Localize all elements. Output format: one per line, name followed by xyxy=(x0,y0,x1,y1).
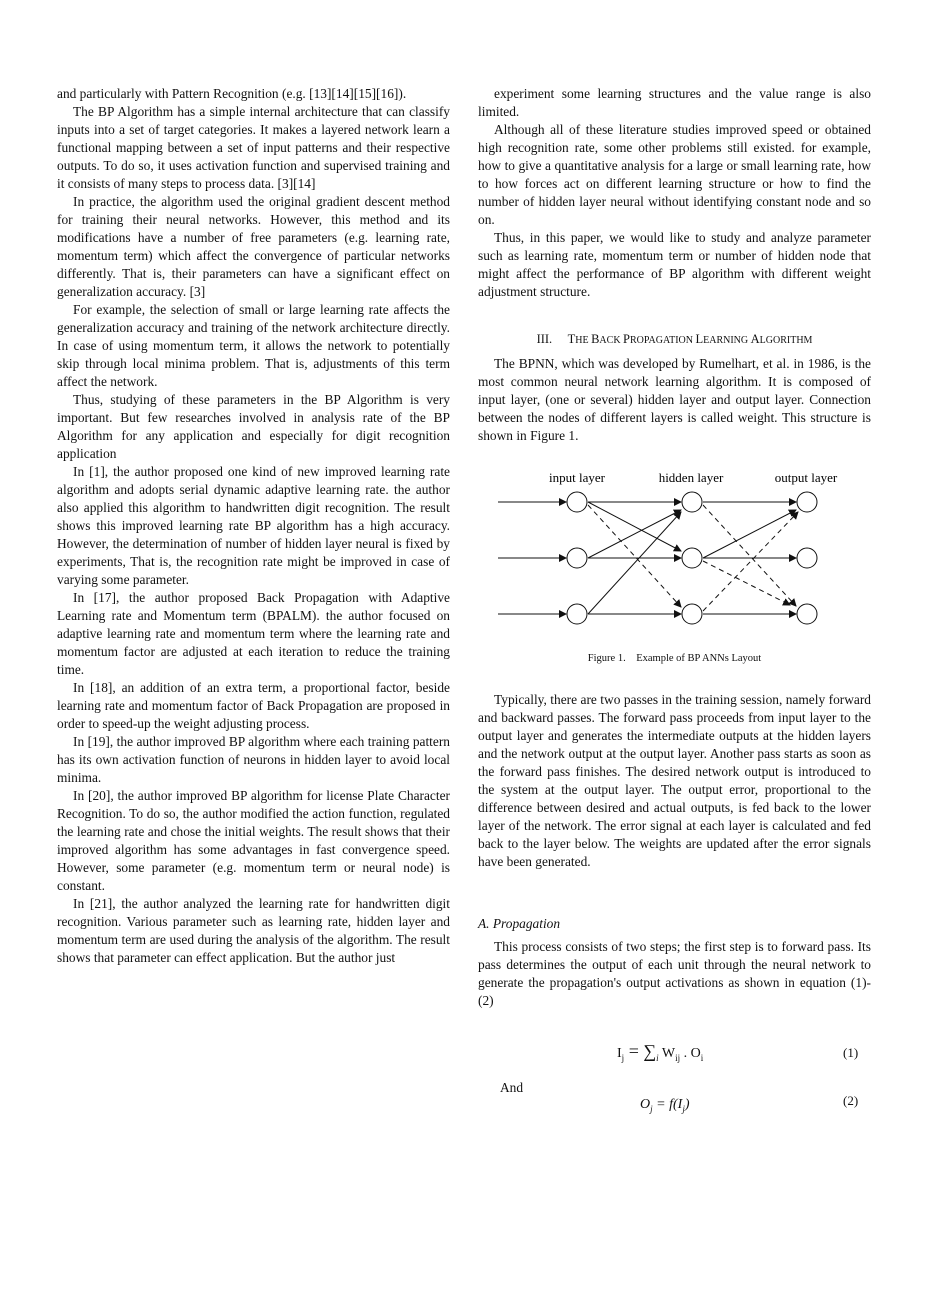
passes-paragraph xyxy=(478,691,871,871)
paragraph: In [17], the author proposed Back Propagation with Adaptive Learning rate and Momentum term (BPALM). the author focused on adaptive learning rate and momentum term where the learning rate and momentum factor are adjusted at each iteration to reduce the training time. xyxy=(57,590,450,677)
propagation-paragraph xyxy=(478,938,871,1010)
eq-term: I xyxy=(617,1046,622,1061)
paragraph: Typically, there are two passes in the training session, namely forward and backward passes. The forward pass proceeds from input layer to the output layer and generates the intermediate outputs at the hidden layers and the network output at the output layer. Another pass starts as soon as the forward pass finishes. The desired network output is introduced to the system at the output layer. The output error, proportional to the difference between desired and actual outputs, is fed back to the lower layer of the network. The error signal at each layer is calculated and fed back to the layer below. The weights are updated after the error signals have been generated. xyxy=(478,692,871,869)
paragraph: In [18], an addition of an extra term, a proportional factor, beside learning rate and momentum factor of Back Propagation are proposed in order to speed-up the weight adjusting process. xyxy=(57,680,450,731)
paragraph: In [21], the author analyzed the learning rate for handwritten digit recognition. Various parameter such as learning rate, hidden layer and momentum term are used during the analysis of the algorithm. The result shows that parameter can effect application. But the author just xyxy=(57,896,450,965)
h: HE xyxy=(575,335,592,346)
output-node xyxy=(797,548,817,568)
bp-network-figure xyxy=(478,460,878,640)
paragraph: In [20], the author improved BP algorithm for license Plate Character Recognition. To do so, the author modified the action function, regulated the learning rate and chose the initial weights. The result shows that their improved algorithm has some advantages in fast convergence speed. However, some parameter (e.g. momentum term or neural node) is constant. xyxy=(57,788,450,893)
equation-1-number: (1) xyxy=(843,1045,859,1060)
eq-term: = ∑ xyxy=(624,1041,657,1061)
hidden-node xyxy=(682,604,702,624)
equation-1 xyxy=(617,1041,703,1063)
eq-sub: j xyxy=(621,1052,625,1063)
h: A xyxy=(750,332,760,346)
paragraph: The BPNN, which was developed by Rumelhart, et al. in 1986, is the most common neural network learning algorithm. It is composed of input layer, (one or several) hidden layer and output layer. Connection between the nodes of different layers is called weight. This structure is shown in Figure 1. xyxy=(478,356,871,443)
section-paragraph xyxy=(478,355,871,445)
paragraph: In [1], the author proposed one kind of new improved learning rate algorithm and adopts serial dynamic adaptive learning rate. the author also applied this algorithm to handwritten digit recognition. The result shows this improved learning rate BP algorithm has a high accuracy. However, the determination of number of hidden layer neural is fixed by experiments, That is, the recognition rate might be improved in case of varying some parameter. xyxy=(57,464,450,587)
input-node xyxy=(567,492,587,512)
h: L xyxy=(695,332,704,346)
caption-text: Example of BP ANNs Layout xyxy=(636,653,762,664)
paragraph: In [19], the author improved BP algorithm where each training pattern has its own activation function of neurons in hidden layer to avoid local minima. xyxy=(57,734,450,785)
input-layer-label: input layer xyxy=(549,470,605,485)
right-column-intro xyxy=(478,85,871,301)
paragraph: Although all of these literature studies improved speed or obtained high recognition rate, some other problems still existed. for example, how to give a quantitative analysis for a large or small learning rate, how to how forces act on different learning structure or how to find the number of hidden layer neural without identifying constant node and so on. xyxy=(478,122,871,227)
eq-sub: i xyxy=(656,1052,659,1063)
paragraph: This process consists of two steps; the first step is to forward pass. Its pass determines the output of each unit through the neural network to generate the propagation's output activations as shown in equation (1)-(2) xyxy=(478,939,871,1008)
paragraph: In practice, the algorithm used the original gradient descent method for training their neural networks. However, this method and its modifications have a number of free parameters (e.g. learning rate, momentum term) which affect the convergence of particular networks differently. That is, their parameters can have a significant effect on generalization accuracy. [3] xyxy=(57,194,450,299)
left-column xyxy=(57,85,450,967)
paragraph: and particularly with Pattern Recognition (e.g. [13][14][15][16]). xyxy=(57,86,407,101)
output-node xyxy=(797,604,817,624)
section-heading xyxy=(478,332,871,347)
equation-2 xyxy=(640,1097,690,1114)
hidden-layer-label: hidden layer xyxy=(658,470,724,485)
eq-sub: ij xyxy=(675,1052,681,1063)
eq-term: = f(I xyxy=(652,1097,683,1112)
equation-2-number: (2) xyxy=(843,1093,859,1108)
and-label: And xyxy=(500,1080,524,1095)
paragraph: For example, the selection of small or large learning rate affects the generalization accuracy and training of the network architecture directly. In case of using momentum term, it allows the network to potentially skip through local minima problem. That is, adjustments of this term affect the network. xyxy=(57,302,450,389)
eq-sub: j xyxy=(682,1103,685,1114)
h: LGORITHM xyxy=(759,335,813,346)
eq-term: O xyxy=(640,1097,651,1112)
input-node xyxy=(567,548,587,568)
h: ROPAGATION xyxy=(630,335,696,346)
paragraph: experiment some learning structures and the value range is also limited. xyxy=(478,86,871,119)
h: P xyxy=(623,332,630,346)
h: ACK xyxy=(599,335,624,346)
paragraph: Thus, studying of these parameters in the BP Algorithm is very important. But few researches involved in analysis rate of the BP Algorithm for any application and especially for digit recognition application xyxy=(57,392,450,461)
output-layer-label: output layer xyxy=(774,470,838,485)
output-node xyxy=(797,492,817,512)
h: T xyxy=(567,332,576,346)
input-node xyxy=(567,604,587,624)
eq-term: . O xyxy=(680,1046,701,1061)
h: B xyxy=(591,332,600,346)
eq-term: W xyxy=(658,1046,676,1061)
paragraph: The BP Algorithm has a simple internal architecture that can classify inputs into a set of target categories. It makes a layered network learn a functional mapping between a set of input patterns and their respective outputs. To do so, it uses activation function and supervised training and it consists of many steps to process data. [3][14] xyxy=(57,104,450,191)
subsection-heading: A. Propagation xyxy=(478,916,561,931)
section-number: III. xyxy=(536,332,553,346)
paragraph: Thus, in this paper, we would like to study and analyze parameter such as learning rate, momentum term or number of hidden node that might affect the performance of BP algorithm with different weight adjustment structure. xyxy=(478,230,871,299)
hidden-node xyxy=(682,548,702,568)
eq-sub: j xyxy=(650,1103,653,1114)
caption-number: Figure 1. xyxy=(587,653,626,664)
figure-caption xyxy=(478,653,871,664)
h: EARNING xyxy=(703,335,751,346)
eq-sub: i xyxy=(700,1052,704,1063)
hidden-node xyxy=(682,492,702,512)
eq-term: ) xyxy=(684,1097,690,1112)
